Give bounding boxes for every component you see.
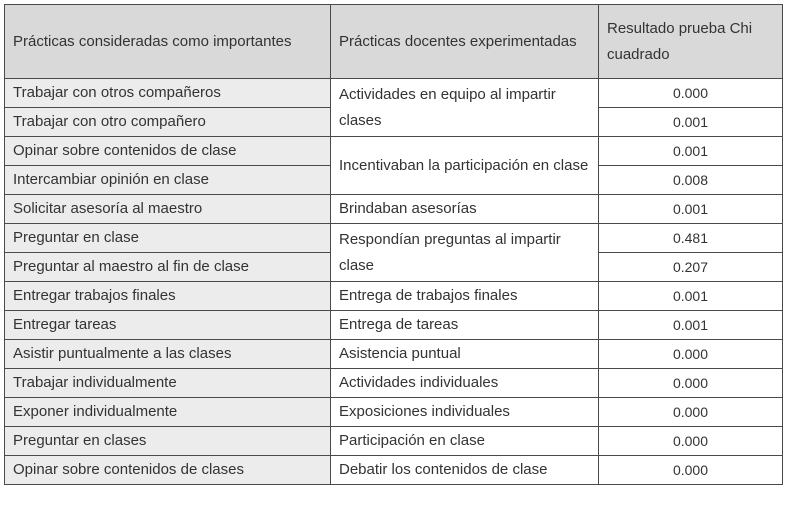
table-body — [5, 79, 783, 485]
cell-chi-cuadrado: 0.000 — [599, 340, 783, 369]
table-row — [5, 340, 783, 369]
cell-practica-docente: Exposiciones individuales — [331, 398, 599, 427]
table-row — [5, 398, 783, 427]
cell-chi-cuadrado: 0.000 — [599, 79, 783, 108]
cell-practica-importante: Trabajar con otros compañeros — [5, 79, 331, 108]
header-practicas-docentes: Prácticas docentes experimentadas — [331, 5, 599, 79]
cell-chi-cuadrado: 0.008 — [599, 166, 783, 195]
cell-practica-importante: Exponer individualmente — [5, 398, 331, 427]
chi-square-results-table — [4, 4, 783, 485]
cell-practica-docente: Actividades individuales — [331, 369, 599, 398]
cell-practica-importante: Entregar tareas — [5, 311, 331, 340]
cell-chi-cuadrado: 0.001 — [599, 282, 783, 311]
cell-practica-importante: Intercambiar opinión en clase — [5, 166, 331, 195]
table-row — [5, 195, 783, 224]
table-header — [5, 5, 783, 79]
cell-practica-importante: Trabajar con otro compañero — [5, 108, 331, 137]
table-row — [5, 456, 783, 485]
cell-chi-cuadrado: 0.000 — [599, 398, 783, 427]
cell-practica-importante: Preguntar en clases — [5, 427, 331, 456]
header-practicas-importantes: Prácticas consideradas como importantes — [5, 5, 331, 79]
cell-chi-cuadrado: 0.207 — [599, 253, 783, 282]
cell-practica-docente: Incentivaban la participación en clase — [331, 137, 599, 195]
cell-practica-importante: Entregar trabajos finales — [5, 282, 331, 311]
header-row — [5, 5, 783, 79]
cell-practica-docente: Participación en clase — [331, 427, 599, 456]
cell-practica-docente: Debatir los contenidos de clase — [331, 456, 599, 485]
table-row — [5, 282, 783, 311]
cell-practica-importante: Preguntar al maestro al fin de clase — [5, 253, 331, 282]
cell-practica-importante: Asistir puntualmente a las clases — [5, 340, 331, 369]
table-row — [5, 369, 783, 398]
table-row — [5, 427, 783, 456]
cell-chi-cuadrado: 0.001 — [599, 137, 783, 166]
table-row — [5, 224, 783, 253]
cell-practica-docente: Entrega de trabajos finales — [331, 282, 599, 311]
table-row — [5, 137, 783, 166]
cell-chi-cuadrado: 0.000 — [599, 427, 783, 456]
cell-chi-cuadrado: 0.481 — [599, 224, 783, 253]
cell-practica-importante: Opinar sobre contenidos de clase — [5, 137, 331, 166]
cell-practica-importante: Preguntar en clase — [5, 224, 331, 253]
cell-chi-cuadrado: 0.001 — [599, 108, 783, 137]
cell-practica-docente: Entrega de tareas — [331, 311, 599, 340]
table-row — [5, 79, 783, 108]
header-chi-cuadrado: Resultado prueba Chi cuadrado — [599, 5, 783, 79]
cell-practica-importante: Solicitar asesoría al maestro — [5, 195, 331, 224]
cell-chi-cuadrado: 0.000 — [599, 369, 783, 398]
cell-practica-importante: Trabajar individualmente — [5, 369, 331, 398]
cell-practica-docente: Asistencia puntual — [331, 340, 599, 369]
cell-practica-docente: Brindaban asesorías — [331, 195, 599, 224]
cell-chi-cuadrado: 0.001 — [599, 311, 783, 340]
cell-practica-docente: Actividades en equipo al impartir clases — [331, 79, 599, 137]
cell-practica-importante: Opinar sobre contenidos de clases — [5, 456, 331, 485]
cell-chi-cuadrado: 0.000 — [599, 456, 783, 485]
cell-practica-docente: Respondían preguntas al impartir clase — [331, 224, 599, 282]
table-row — [5, 311, 783, 340]
cell-chi-cuadrado: 0.001 — [599, 195, 783, 224]
